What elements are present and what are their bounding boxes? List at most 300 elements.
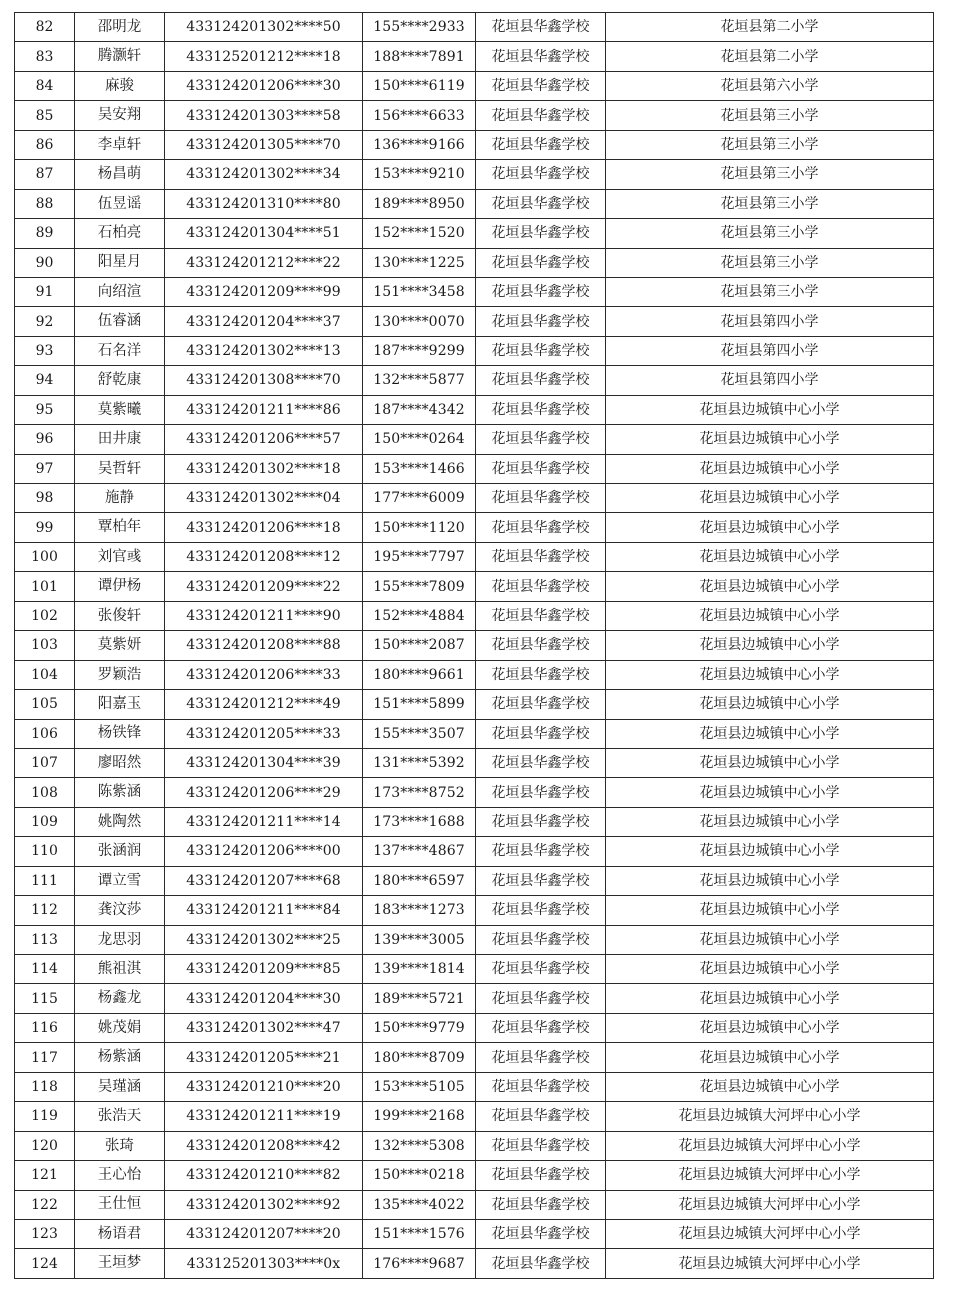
id-number-cell: 433124201210****82 — [165, 1161, 363, 1190]
row-number-cell: 92 — [15, 307, 75, 336]
phone-number-cell: 156****6633 — [363, 101, 476, 130]
id-number-cell: 433124201304****51 — [165, 219, 363, 248]
row-number-cell: 121 — [15, 1161, 75, 1190]
id-number-cell: 433124201302****34 — [165, 160, 363, 189]
row-number-cell: 105 — [15, 690, 75, 719]
row-number-cell: 111 — [15, 866, 75, 895]
table-row — [15, 101, 934, 130]
current-school-cell: 花垣县华鑫学校 — [476, 101, 606, 130]
current-school-cell: 花垣县华鑫学校 — [476, 219, 606, 248]
student-name-cell: 姚陶然 — [75, 807, 165, 836]
id-number-cell: 433124201303****58 — [165, 101, 363, 130]
id-number-cell: 433124201210****20 — [165, 1072, 363, 1101]
table-row — [15, 1043, 934, 1072]
student-name-cell: 姚茂娟 — [75, 1013, 165, 1042]
phone-number-cell: 150****1120 — [363, 513, 476, 542]
id-number-cell: 433124201206****29 — [165, 778, 363, 807]
table-row — [15, 484, 934, 513]
target-school-cell: 花垣县边城镇大河坪中心小学 — [606, 1131, 934, 1160]
table-row — [15, 984, 934, 1013]
id-number-cell: 433124201207****68 — [165, 866, 363, 895]
target-school-cell: 花垣县第三小学 — [606, 277, 934, 306]
student-name-cell: 张涵润 — [75, 837, 165, 866]
phone-number-cell: 139****3005 — [363, 925, 476, 954]
current-school-cell: 花垣县华鑫学校 — [476, 71, 606, 100]
current-school-cell: 花垣县华鑫学校 — [476, 1219, 606, 1248]
target-school-cell: 花垣县边城镇中心小学 — [606, 542, 934, 571]
row-number-cell: 114 — [15, 955, 75, 984]
row-number-cell: 87 — [15, 160, 75, 189]
phone-number-cell: 177****6009 — [363, 484, 476, 513]
table-row — [15, 13, 934, 42]
target-school-cell: 花垣县边城镇中心小学 — [606, 837, 934, 866]
current-school-cell: 花垣县华鑫学校 — [476, 984, 606, 1013]
id-number-cell: 433124201205****21 — [165, 1043, 363, 1072]
phone-number-cell: 180****8709 — [363, 1043, 476, 1072]
target-school-cell: 花垣县第三小学 — [606, 101, 934, 130]
current-school-cell: 花垣县华鑫学校 — [476, 307, 606, 336]
student-name-cell: 王仕恒 — [75, 1190, 165, 1219]
current-school-cell: 花垣县华鑫学校 — [476, 1161, 606, 1190]
id-number-cell: 433124201212****22 — [165, 248, 363, 277]
target-school-cell: 花垣县边城镇中心小学 — [606, 984, 934, 1013]
student-name-cell: 吴瑾涵 — [75, 1072, 165, 1101]
current-school-cell: 花垣县华鑫学校 — [476, 807, 606, 836]
id-number-cell: 433124201206****57 — [165, 425, 363, 454]
phone-number-cell: 173****1688 — [363, 807, 476, 836]
phone-number-cell: 187****9299 — [363, 336, 476, 365]
row-number-cell: 119 — [15, 1102, 75, 1131]
current-school-cell: 花垣县华鑫学校 — [476, 660, 606, 689]
student-name-cell: 莫紫曦 — [75, 395, 165, 424]
id-number-cell: 433124201209****22 — [165, 572, 363, 601]
student-name-cell: 杨昌萌 — [75, 160, 165, 189]
row-number-cell: 97 — [15, 454, 75, 483]
row-number-cell: 99 — [15, 513, 75, 542]
id-number-cell: 433124201302****25 — [165, 925, 363, 954]
target-school-cell: 花垣县边城镇中心小学 — [606, 454, 934, 483]
table-row — [15, 42, 934, 71]
target-school-cell: 花垣县第二小学 — [606, 42, 934, 71]
target-school-cell: 花垣县边城镇中心小学 — [606, 484, 934, 513]
table-row — [15, 1131, 934, 1160]
id-number-cell: 433124201211****14 — [165, 807, 363, 836]
table-row — [15, 513, 934, 542]
student-name-cell: 施静 — [75, 484, 165, 513]
phone-number-cell: 136****9166 — [363, 130, 476, 159]
row-number-cell: 112 — [15, 896, 75, 925]
table-row — [15, 130, 934, 159]
row-number-cell: 109 — [15, 807, 75, 836]
id-number-cell: 433124201204****37 — [165, 307, 363, 336]
id-number-cell: 433124201206****30 — [165, 71, 363, 100]
target-school-cell: 花垣县第三小学 — [606, 189, 934, 218]
target-school-cell: 花垣县边城镇中心小学 — [606, 1043, 934, 1072]
row-number-cell: 91 — [15, 277, 75, 306]
id-number-cell: 433124201207****20 — [165, 1219, 363, 1248]
current-school-cell: 花垣县华鑫学校 — [476, 837, 606, 866]
student-roster-table — [14, 12, 934, 1279]
id-number-cell: 433124201208****12 — [165, 542, 363, 571]
id-number-cell: 433124201211****90 — [165, 601, 363, 630]
phone-number-cell: 173****8752 — [363, 778, 476, 807]
student-name-cell: 张琦 — [75, 1131, 165, 1160]
phone-number-cell: 130****0070 — [363, 307, 476, 336]
row-number-cell: 108 — [15, 778, 75, 807]
phone-number-cell: 150****2087 — [363, 631, 476, 660]
target-school-cell: 花垣县边城镇中心小学 — [606, 925, 934, 954]
id-number-cell: 433124201302****92 — [165, 1190, 363, 1219]
row-number-cell: 95 — [15, 395, 75, 424]
table-row — [15, 837, 934, 866]
target-school-cell: 花垣县边城镇中心小学 — [606, 748, 934, 777]
current-school-cell: 花垣县华鑫学校 — [476, 748, 606, 777]
id-number-cell: 433124201308****70 — [165, 366, 363, 395]
student-name-cell: 龚汶莎 — [75, 896, 165, 925]
id-number-cell: 433124201302****13 — [165, 336, 363, 365]
table-row — [15, 572, 934, 601]
id-number-cell: 433124201211****84 — [165, 896, 363, 925]
table-row — [15, 601, 934, 630]
id-number-cell: 433124201206****33 — [165, 660, 363, 689]
target-school-cell: 花垣县边城镇大河坪中心小学 — [606, 1249, 934, 1278]
target-school-cell: 花垣县第四小学 — [606, 307, 934, 336]
table-row — [15, 1013, 934, 1042]
target-school-cell: 花垣县第四小学 — [606, 336, 934, 365]
id-number-cell: 433124201209****85 — [165, 955, 363, 984]
table-row — [15, 1072, 934, 1101]
table-row — [15, 748, 934, 777]
phone-number-cell: 183****1273 — [363, 896, 476, 925]
table-row — [15, 277, 934, 306]
current-school-cell: 花垣县华鑫学校 — [476, 160, 606, 189]
phone-number-cell: 135****4022 — [363, 1190, 476, 1219]
current-school-cell: 花垣县华鑫学校 — [476, 1102, 606, 1131]
current-school-cell: 花垣县华鑫学校 — [476, 719, 606, 748]
phone-number-cell: 153****5105 — [363, 1072, 476, 1101]
student-name-cell: 杨鑫龙 — [75, 984, 165, 1013]
current-school-cell: 花垣县华鑫学校 — [476, 395, 606, 424]
row-number-cell: 110 — [15, 837, 75, 866]
phone-number-cell: 187****4342 — [363, 395, 476, 424]
row-number-cell: 98 — [15, 484, 75, 513]
student-name-cell: 王心怡 — [75, 1161, 165, 1190]
student-name-cell: 杨紫涵 — [75, 1043, 165, 1072]
phone-number-cell: 150****0264 — [363, 425, 476, 454]
phone-number-cell: 153****1466 — [363, 454, 476, 483]
id-number-cell: 433124201310****80 — [165, 189, 363, 218]
table-row — [15, 542, 934, 571]
id-number-cell: 433124201211****19 — [165, 1102, 363, 1131]
phone-number-cell: 150****0218 — [363, 1161, 476, 1190]
target-school-cell: 花垣县边城镇中心小学 — [606, 719, 934, 748]
target-school-cell: 花垣县边城镇中心小学 — [606, 1072, 934, 1101]
target-school-cell: 花垣县边城镇中心小学 — [606, 1013, 934, 1042]
current-school-cell: 花垣县华鑫学校 — [476, 542, 606, 571]
table-row — [15, 425, 934, 454]
id-number-cell: 433125201303****0x — [165, 1249, 363, 1278]
row-number-cell: 107 — [15, 748, 75, 777]
current-school-cell: 花垣县华鑫学校 — [476, 866, 606, 895]
phone-number-cell: 151****5899 — [363, 690, 476, 719]
student-name-cell: 杨铁锋 — [75, 719, 165, 748]
phone-number-cell: 151****1576 — [363, 1219, 476, 1248]
phone-number-cell: 132****5877 — [363, 366, 476, 395]
table-row — [15, 71, 934, 100]
student-name-cell: 覃柏年 — [75, 513, 165, 542]
table-row — [15, 896, 934, 925]
table-row — [15, 955, 934, 984]
phone-number-cell: 131****5392 — [363, 748, 476, 777]
id-number-cell: 433124201204****30 — [165, 984, 363, 1013]
student-name-cell: 阳星月 — [75, 248, 165, 277]
table-row — [15, 160, 934, 189]
table-row — [15, 189, 934, 218]
table-row — [15, 454, 934, 483]
phone-number-cell: 152****4884 — [363, 601, 476, 630]
table-row — [15, 1102, 934, 1131]
current-school-cell: 花垣县华鑫学校 — [476, 1190, 606, 1219]
row-number-cell: 94 — [15, 366, 75, 395]
phone-number-cell: 152****1520 — [363, 219, 476, 248]
target-school-cell: 花垣县边城镇中心小学 — [606, 896, 934, 925]
target-school-cell: 花垣县边城镇中心小学 — [606, 513, 934, 542]
phone-number-cell: 153****9210 — [363, 160, 476, 189]
phone-number-cell: 189****8950 — [363, 189, 476, 218]
current-school-cell: 花垣县华鑫学校 — [476, 1072, 606, 1101]
target-school-cell: 花垣县第二小学 — [606, 13, 934, 42]
student-name-cell: 伍昱谣 — [75, 189, 165, 218]
current-school-cell: 花垣县华鑫学校 — [476, 572, 606, 601]
student-name-cell: 罗颖浩 — [75, 660, 165, 689]
table-row — [15, 219, 934, 248]
target-school-cell: 花垣县边城镇中心小学 — [606, 866, 934, 895]
row-number-cell: 116 — [15, 1013, 75, 1042]
target-school-cell: 花垣县边城镇中心小学 — [606, 807, 934, 836]
current-school-cell: 花垣县华鑫学校 — [476, 454, 606, 483]
student-name-cell: 石名洋 — [75, 336, 165, 365]
student-name-cell: 熊祖淇 — [75, 955, 165, 984]
target-school-cell: 花垣县边城镇大河坪中心小学 — [606, 1190, 934, 1219]
current-school-cell: 花垣县华鑫学校 — [476, 513, 606, 542]
row-number-cell: 122 — [15, 1190, 75, 1219]
current-school-cell: 花垣县华鑫学校 — [476, 366, 606, 395]
current-school-cell: 花垣县华鑫学校 — [476, 925, 606, 954]
current-school-cell: 花垣县华鑫学校 — [476, 336, 606, 365]
id-number-cell: 433124201208****42 — [165, 1131, 363, 1160]
row-number-cell: 84 — [15, 71, 75, 100]
student-name-cell: 廖昭然 — [75, 748, 165, 777]
table-row — [15, 690, 934, 719]
target-school-cell: 花垣县边城镇中心小学 — [606, 955, 934, 984]
phone-number-cell: 139****1814 — [363, 955, 476, 984]
table-row — [15, 778, 934, 807]
id-number-cell: 433124201209****99 — [165, 277, 363, 306]
row-number-cell: 85 — [15, 101, 75, 130]
target-school-cell: 花垣县边城镇中心小学 — [606, 660, 934, 689]
row-number-cell: 89 — [15, 219, 75, 248]
current-school-cell: 花垣县华鑫学校 — [476, 425, 606, 454]
target-school-cell: 花垣县第四小学 — [606, 366, 934, 395]
row-number-cell: 106 — [15, 719, 75, 748]
target-school-cell: 花垣县边城镇中心小学 — [606, 572, 934, 601]
current-school-cell: 花垣县华鑫学校 — [476, 896, 606, 925]
phone-number-cell: 189****5721 — [363, 984, 476, 1013]
current-school-cell: 花垣县华鑫学校 — [476, 42, 606, 71]
table-row — [15, 1190, 934, 1219]
target-school-cell: 花垣县第三小学 — [606, 219, 934, 248]
id-number-cell: 433124201205****33 — [165, 719, 363, 748]
row-number-cell: 117 — [15, 1043, 75, 1072]
row-number-cell: 115 — [15, 984, 75, 1013]
table-row — [15, 1249, 934, 1278]
row-number-cell: 104 — [15, 660, 75, 689]
phone-number-cell: 137****4867 — [363, 837, 476, 866]
student-name-cell: 吴哲轩 — [75, 454, 165, 483]
current-school-cell: 花垣县华鑫学校 — [476, 130, 606, 159]
current-school-cell: 花垣县华鑫学校 — [476, 1249, 606, 1278]
phone-number-cell: 180****9661 — [363, 660, 476, 689]
current-school-cell: 花垣县华鑫学校 — [476, 601, 606, 630]
table-row — [15, 395, 934, 424]
current-school-cell: 花垣县华鑫学校 — [476, 631, 606, 660]
phone-number-cell: 150****6119 — [363, 71, 476, 100]
current-school-cell: 花垣县华鑫学校 — [476, 13, 606, 42]
current-school-cell: 花垣县华鑫学校 — [476, 189, 606, 218]
row-number-cell: 88 — [15, 189, 75, 218]
phone-number-cell: 180****6597 — [363, 866, 476, 895]
table-row — [15, 631, 934, 660]
current-school-cell: 花垣县华鑫学校 — [476, 778, 606, 807]
table-row — [15, 248, 934, 277]
current-school-cell: 花垣县华鑫学校 — [476, 1043, 606, 1072]
student-name-cell: 王垣梦 — [75, 1249, 165, 1278]
target-school-cell: 花垣县第六小学 — [606, 71, 934, 100]
table-row — [15, 719, 934, 748]
row-number-cell: 123 — [15, 1219, 75, 1248]
table-row — [15, 336, 934, 365]
student-name-cell: 吴安翔 — [75, 101, 165, 130]
id-number-cell: 433124201206****18 — [165, 513, 363, 542]
student-name-cell: 李卓轩 — [75, 130, 165, 159]
id-number-cell: 433124201206****00 — [165, 837, 363, 866]
student-name-cell: 邵明龙 — [75, 13, 165, 42]
phone-number-cell: 176****9687 — [363, 1249, 476, 1278]
target-school-cell: 花垣县第三小学 — [606, 160, 934, 189]
row-number-cell: 90 — [15, 248, 75, 277]
student-name-cell: 麻骏 — [75, 71, 165, 100]
student-name-cell: 刘官彧 — [75, 542, 165, 571]
phone-number-cell: 150****9779 — [363, 1013, 476, 1042]
phone-number-cell: 155****2933 — [363, 13, 476, 42]
id-number-cell: 433124201304****39 — [165, 748, 363, 777]
id-number-cell: 433125201212****18 — [165, 42, 363, 71]
phone-number-cell: 155****7809 — [363, 572, 476, 601]
student-name-cell: 张俊轩 — [75, 601, 165, 630]
target-school-cell: 花垣县第三小学 — [606, 130, 934, 159]
table-row — [15, 660, 934, 689]
target-school-cell: 花垣县边城镇中心小学 — [606, 395, 934, 424]
roster-table-body — [15, 13, 934, 1279]
target-school-cell: 花垣县边城镇大河坪中心小学 — [606, 1161, 934, 1190]
student-name-cell: 谭立雪 — [75, 866, 165, 895]
phone-number-cell: 132****5308 — [363, 1131, 476, 1160]
target-school-cell: 花垣县边城镇中心小学 — [606, 690, 934, 719]
row-number-cell: 93 — [15, 336, 75, 365]
current-school-cell: 花垣县华鑫学校 — [476, 248, 606, 277]
student-name-cell: 伍睿涵 — [75, 307, 165, 336]
target-school-cell: 花垣县边城镇中心小学 — [606, 425, 934, 454]
table-row — [15, 866, 934, 895]
row-number-cell: 82 — [15, 13, 75, 42]
table-row — [15, 1219, 934, 1248]
row-number-cell: 101 — [15, 572, 75, 601]
row-number-cell: 102 — [15, 601, 75, 630]
current-school-cell: 花垣县华鑫学校 — [476, 484, 606, 513]
current-school-cell: 花垣县华鑫学校 — [476, 277, 606, 306]
student-name-cell: 谭伊杨 — [75, 572, 165, 601]
phone-number-cell: 155****3507 — [363, 719, 476, 748]
id-number-cell: 433124201302****47 — [165, 1013, 363, 1042]
id-number-cell: 433124201302****50 — [165, 13, 363, 42]
student-name-cell: 石柏亮 — [75, 219, 165, 248]
row-number-cell: 83 — [15, 42, 75, 71]
row-number-cell: 100 — [15, 542, 75, 571]
row-number-cell: 124 — [15, 1249, 75, 1278]
student-name-cell: 莫紫妍 — [75, 631, 165, 660]
current-school-cell: 花垣县华鑫学校 — [476, 690, 606, 719]
target-school-cell: 花垣县边城镇大河坪中心小学 — [606, 1219, 934, 1248]
target-school-cell: 花垣县边城镇中心小学 — [606, 631, 934, 660]
table-row — [15, 307, 934, 336]
row-number-cell: 103 — [15, 631, 75, 660]
row-number-cell: 96 — [15, 425, 75, 454]
row-number-cell: 118 — [15, 1072, 75, 1101]
student-name-cell: 舒乾康 — [75, 366, 165, 395]
target-school-cell: 花垣县边城镇中心小学 — [606, 778, 934, 807]
student-name-cell: 阳嘉玉 — [75, 690, 165, 719]
id-number-cell: 433124201208****88 — [165, 631, 363, 660]
current-school-cell: 花垣县华鑫学校 — [476, 955, 606, 984]
student-name-cell: 向绍渲 — [75, 277, 165, 306]
phone-number-cell: 188****7891 — [363, 42, 476, 71]
table-row — [15, 1161, 934, 1190]
table-row — [15, 925, 934, 954]
target-school-cell: 花垣县边城镇大河坪中心小学 — [606, 1102, 934, 1131]
current-school-cell: 花垣县华鑫学校 — [476, 1013, 606, 1042]
phone-number-cell: 130****1225 — [363, 248, 476, 277]
row-number-cell: 86 — [15, 130, 75, 159]
phone-number-cell: 199****2168 — [363, 1102, 476, 1131]
id-number-cell: 433124201302****18 — [165, 454, 363, 483]
phone-number-cell: 151****3458 — [363, 277, 476, 306]
row-number-cell: 113 — [15, 925, 75, 954]
id-number-cell: 433124201305****70 — [165, 130, 363, 159]
student-name-cell: 陈紫涵 — [75, 778, 165, 807]
target-school-cell: 花垣县边城镇中心小学 — [606, 601, 934, 630]
row-number-cell: 120 — [15, 1131, 75, 1160]
table-row — [15, 807, 934, 836]
student-name-cell: 腾灏轩 — [75, 42, 165, 71]
id-number-cell: 433124201211****86 — [165, 395, 363, 424]
target-school-cell: 花垣县第三小学 — [606, 248, 934, 277]
id-number-cell: 433124201302****04 — [165, 484, 363, 513]
table-row — [15, 366, 934, 395]
current-school-cell: 花垣县华鑫学校 — [476, 1131, 606, 1160]
phone-number-cell: 195****7797 — [363, 542, 476, 571]
student-name-cell: 杨语君 — [75, 1219, 165, 1248]
id-number-cell: 433124201212****49 — [165, 690, 363, 719]
